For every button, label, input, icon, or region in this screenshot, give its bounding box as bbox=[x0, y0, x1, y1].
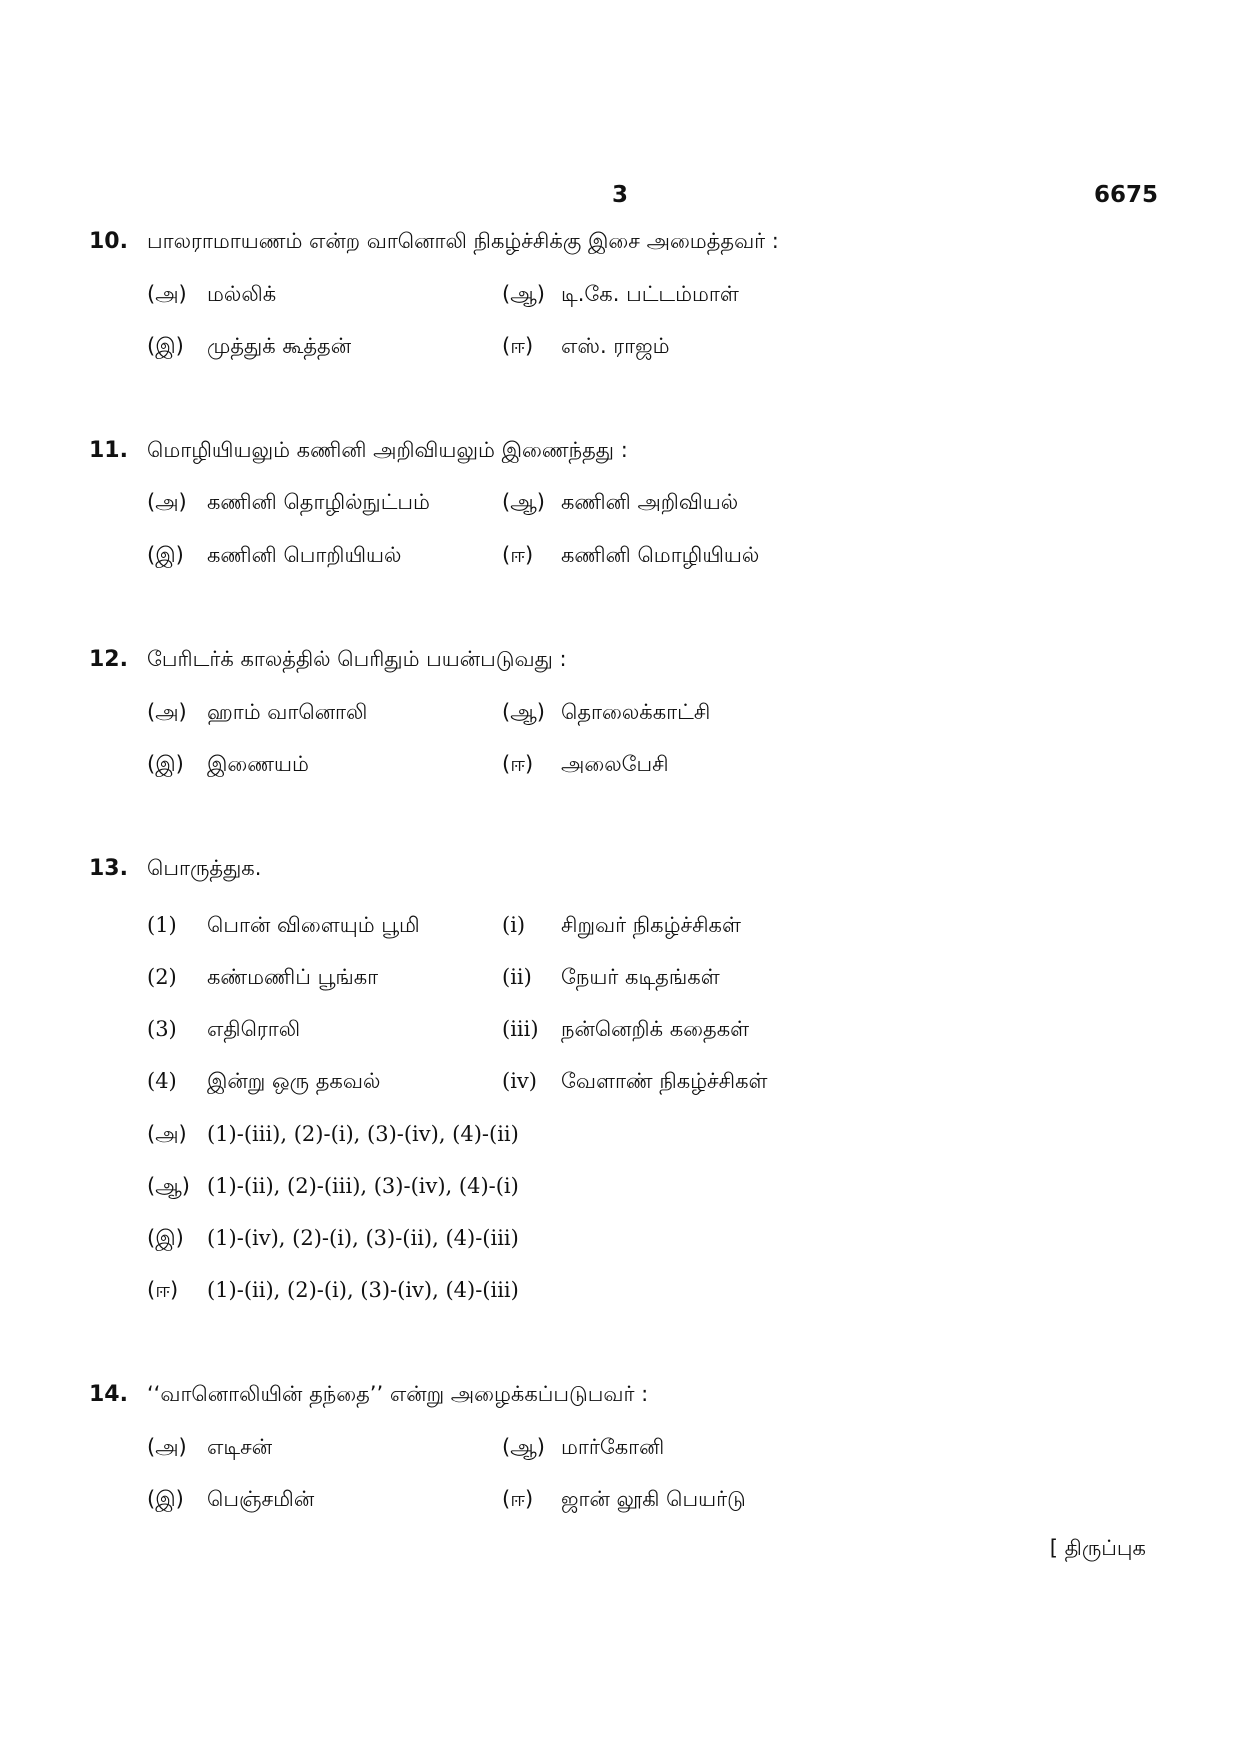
option-text: அலைபேசி bbox=[561, 752, 669, 776]
match-left-label: (1) bbox=[147, 913, 177, 937]
option-text: இணையம் bbox=[207, 752, 309, 776]
option-label: (ஈ) bbox=[502, 752, 534, 776]
option-text: கணினி மொழியியல் bbox=[561, 543, 760, 567]
question-text: மொழியியலும் கணினி அறிவியலும் இணைந்தது : bbox=[147, 438, 628, 462]
option-label: (இ) bbox=[147, 752, 184, 776]
option-label: (ஈ) bbox=[502, 334, 534, 358]
match-left-label: (2) bbox=[147, 965, 177, 989]
paper-code: 6675 bbox=[1094, 182, 1159, 208]
match-right-label: (iv) bbox=[502, 1069, 537, 1093]
match-right-text: நன்னெறிக் கதைகள் bbox=[561, 1017, 750, 1041]
question-text: பாலராமாயணம் என்ற வானொலி நிகழ்ச்சிக்கு இசை அமைத்தவர் : bbox=[147, 229, 779, 253]
option-text: ஹாம் வானொலி bbox=[207, 700, 368, 724]
option-text: தொலைக்காட்சி bbox=[561, 700, 711, 724]
question-number: 12. bbox=[89, 647, 128, 672]
question-number: 11. bbox=[89, 438, 128, 463]
option-text: (1)-(ii), (2)-(iii), (3)-(iv), (4)-(i) bbox=[207, 1174, 519, 1198]
option-text: முத்துக் கூத்தன் bbox=[207, 334, 352, 358]
option-label: (ஈ) bbox=[502, 1487, 534, 1511]
match-right-label: (ii) bbox=[502, 965, 532, 989]
option-text: ஜான் லூகி பெயர்டு bbox=[561, 1487, 746, 1511]
option-label: (ஆ) bbox=[502, 282, 545, 306]
question-number: 13. bbox=[89, 856, 128, 881]
match-right-label: (iii) bbox=[502, 1017, 539, 1041]
option-label: (ஈ) bbox=[147, 1278, 179, 1302]
question-text: பேரிடர்க் காலத்தில் பெரிதும் பயன்படுவது : bbox=[147, 647, 567, 671]
option-label: (ஆ) bbox=[502, 490, 545, 514]
option-label: (ஆ) bbox=[502, 700, 545, 724]
match-left-text: இன்று ஒரு தகவல் bbox=[207, 1069, 381, 1093]
option-text: டி.கே. பட்டம்மாள் bbox=[561, 282, 739, 306]
option-label: (இ) bbox=[147, 1487, 184, 1511]
match-right-text: வேளாண் நிகழ்ச்சிகள் bbox=[561, 1069, 768, 1093]
option-label: (அ) bbox=[147, 282, 187, 306]
option-label: (அ) bbox=[147, 1435, 187, 1459]
option-label: (அ) bbox=[147, 490, 187, 514]
option-label: (இ) bbox=[147, 543, 184, 567]
option-text: எஸ். ராஜம் bbox=[561, 334, 670, 358]
question-number: 10. bbox=[89, 229, 128, 254]
page-number: 3 bbox=[612, 182, 629, 208]
option-text: எடிசன் bbox=[207, 1435, 273, 1459]
option-text: கணினி அறிவியல் bbox=[561, 490, 739, 514]
option-text: மார்கோனி bbox=[561, 1435, 665, 1459]
turn-over-note: [ திருப்புக bbox=[1049, 1536, 1146, 1560]
option-label: (ஆ) bbox=[502, 1435, 545, 1459]
question-text: ‘‘வானொலியின் தந்தை’’ என்று அழைக்கப்படுபவர் : bbox=[147, 1382, 649, 1406]
match-left-text: பொன் விளையும் பூமி bbox=[207, 913, 420, 937]
match-left-label: (3) bbox=[147, 1017, 177, 1041]
question-number: 14. bbox=[89, 1382, 128, 1407]
option-text: (1)-(iii), (2)-(i), (3)-(iv), (4)-(ii) bbox=[207, 1122, 519, 1146]
match-left-text: கண்மணிப் பூங்கா bbox=[207, 965, 379, 989]
option-label: (ஆ) bbox=[147, 1174, 190, 1198]
option-text: கணினி தொழில்நுட்பம் bbox=[207, 490, 430, 514]
match-left-label: (4) bbox=[147, 1069, 177, 1093]
option-label: (இ) bbox=[147, 1226, 184, 1250]
option-text: கணினி பொறியியல் bbox=[207, 543, 402, 567]
match-left-text: எதிரொலி bbox=[207, 1017, 301, 1041]
option-text: (1)-(iv), (2)-(i), (3)-(ii), (4)-(iii) bbox=[207, 1226, 519, 1250]
option-text: (1)-(ii), (2)-(i), (3)-(iv), (4)-(iii) bbox=[207, 1278, 519, 1302]
option-text: பெஞ்சமின் bbox=[207, 1487, 315, 1511]
option-label: (அ) bbox=[147, 700, 187, 724]
match-right-label: (i) bbox=[502, 913, 526, 937]
option-text: மல்லிக் bbox=[207, 282, 277, 306]
question-text: பொருத்துக. bbox=[147, 856, 262, 880]
match-right-text: நேயர் கடிதங்கள் bbox=[561, 965, 720, 989]
option-label: (அ) bbox=[147, 1122, 187, 1146]
option-label: (இ) bbox=[147, 334, 184, 358]
option-label: (ஈ) bbox=[502, 543, 534, 567]
match-right-text: சிறுவர் நிகழ்ச்சிகள் bbox=[561, 913, 741, 937]
